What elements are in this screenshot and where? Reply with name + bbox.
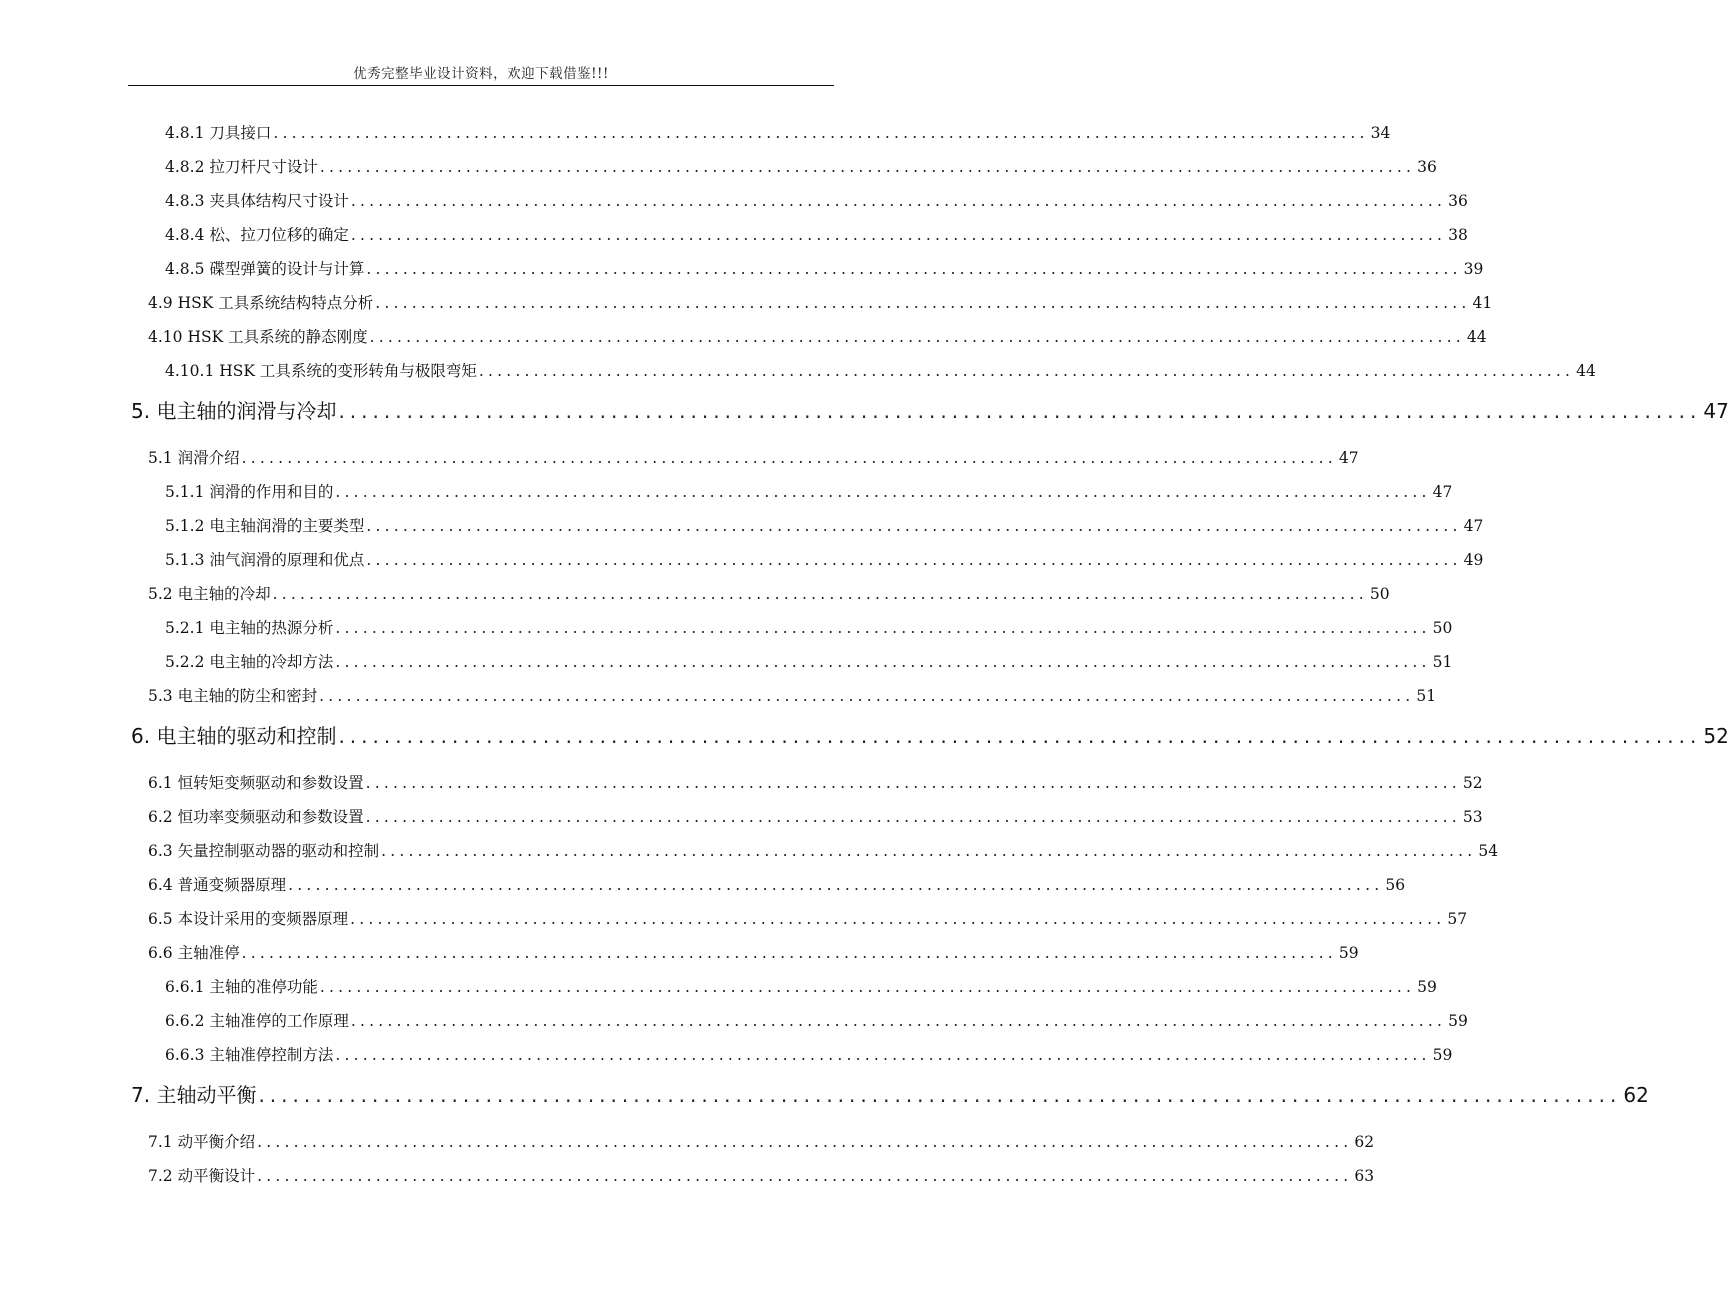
toc-entry-page: 47 <box>1463 517 1484 535</box>
toc-entry-page: 50 <box>1432 619 1453 637</box>
toc-entry-page: 59 <box>1448 1012 1468 1030</box>
toc-entry[interactable] <box>148 1164 1375 1188</box>
toc-entry-page: 47 <box>1703 399 1729 423</box>
toc-entry-page: 41 <box>1472 294 1493 312</box>
toc-entry-title: 6.4 普通变频器原理 <box>148 876 287 894</box>
toc-entry[interactable] <box>165 616 1453 640</box>
toc-entry-page: 39 <box>1463 260 1484 278</box>
toc-entry[interactable] <box>165 975 1437 999</box>
toc-leader-dots: ........................................................................................................................ <box>338 399 1702 423</box>
toc-entry-title: 6.6.2 主轴准停的工作原理 <box>165 1012 349 1030</box>
toc-entry[interactable] <box>148 582 1390 606</box>
toc-leader-dots: ........................................................................................................................ <box>381 842 1477 860</box>
toc-leader-dots: ........................................................................................................................ <box>366 517 1462 535</box>
toc-entry-title: 4.8.4 松、拉刀位移的确定 <box>165 226 349 244</box>
toc-leader-dots: ........................................................................................................................ <box>241 944 1337 962</box>
toc-leader-dots: ........................................................................................................................ <box>338 724 1702 748</box>
toc-entry-title: 5.2 电主轴的冷却 <box>148 585 271 603</box>
toc-leader-dots: ........................................................................................................................ <box>335 483 1431 501</box>
toc-entry[interactable] <box>165 223 1468 247</box>
toc-leader-dots: ........................................................................................................................ <box>335 653 1431 671</box>
toc-leader-dots: ........................................................................................................................ <box>375 294 1471 312</box>
toc-leader-dots: ........................................................................................................................ <box>257 1133 1353 1151</box>
toc-entry[interactable] <box>165 1043 1453 1067</box>
toc-entry-page: 53 <box>1462 808 1483 826</box>
toc-entry[interactable] <box>165 257 1484 281</box>
toc-entry[interactable] <box>165 548 1484 572</box>
toc-entry[interactable] <box>148 873 1406 897</box>
toc-entry-page: 57 <box>1447 910 1468 928</box>
toc-leader-dots: ........................................................................................................................ <box>366 551 1462 569</box>
toc-entry-title: 7.2 动平衡设计 <box>148 1167 256 1185</box>
toc-entry-page: 47 <box>1432 483 1453 501</box>
toc-leader-dots: ........................................................................................................................ <box>335 1046 1431 1064</box>
toc-leader-dots: ........................................................................................................................ <box>319 978 1416 996</box>
toc-entry-title: 5. 电主轴的润滑与冷却 <box>131 399 337 423</box>
page-header: 优秀完整毕业设计资料，欢迎下载借鉴!!! <box>353 66 609 82</box>
toc-entry-title: 6.6.3 主轴准停控制方法 <box>165 1046 334 1064</box>
toc-entry[interactable] <box>148 771 1483 795</box>
header-rule <box>128 85 834 86</box>
toc-entry-page: 51 <box>1432 653 1453 671</box>
toc-entry-title: 5.2.2 电主轴的冷却方法 <box>165 653 334 671</box>
toc-entry[interactable] <box>165 189 1468 213</box>
toc-leader-dots: ........................................................................................................................ <box>273 124 1369 142</box>
toc-entry-title: 6.6 主轴准停 <box>148 944 240 962</box>
toc-entry[interactable] <box>165 1009 1468 1033</box>
toc-entry-page: 62 <box>1623 1083 1649 1107</box>
toc-entry-title: 4.10 HSK 工具系统的静态刚度 <box>148 328 368 346</box>
toc-entry[interactable] <box>165 359 1596 383</box>
toc-chapter-entry[interactable] <box>131 720 1729 750</box>
toc-entry-page: 44 <box>1576 362 1596 380</box>
toc-entry-title: 5.1.1 润滑的作用和目的 <box>165 483 334 501</box>
toc-entry-title: 5.3 电主轴的防尘和密封 <box>148 687 318 705</box>
toc-entry-title: 4.8.1 刀具接口 <box>165 124 272 142</box>
toc-leader-dots: ........................................................................................................................ <box>257 1167 1353 1185</box>
toc-entry[interactable] <box>148 684 1437 708</box>
toc-chapter-entry[interactable] <box>131 395 1729 425</box>
toc-entry-page: 59 <box>1417 978 1437 996</box>
toc-leader-dots: ........................................................................................................................ <box>365 808 1461 826</box>
toc-entry-page: 34 <box>1370 124 1391 142</box>
toc-entry-title: 7. 主轴动平衡 <box>131 1083 257 1107</box>
toc-entry-page: 59 <box>1432 1046 1453 1064</box>
toc-entry-title: 6.2 恒功率变频驱动和参数设置 <box>148 808 364 826</box>
toc-entry-page: 49 <box>1463 551 1484 569</box>
toc-leader-dots: ........................................................................................................................ <box>478 362 1575 380</box>
toc-entry-title: 4.8.3 夹具体结构尺寸设计 <box>165 192 349 210</box>
toc-leader-dots: ........................................................................................................................ <box>350 192 1447 210</box>
toc-entry-page: 51 <box>1416 687 1437 705</box>
toc-entry-title: 6.1 恒转矩变频驱动和参数设置 <box>148 774 364 792</box>
toc-entry[interactable] <box>165 155 1437 179</box>
toc-entry-page: 50 <box>1369 585 1390 603</box>
toc-entry-page: 36 <box>1448 192 1468 210</box>
toc-entry-page: 44 <box>1466 328 1487 346</box>
toc-entry-page: 59 <box>1338 944 1359 962</box>
toc-entry-title: 5.1 润滑介绍 <box>148 449 240 467</box>
toc-entry-title: 6.3 矢量控制驱动器的驱动和控制 <box>148 842 380 860</box>
toc-leader-dots: ........................................................................................................................ <box>272 585 1368 603</box>
toc-leader-dots: ........................................................................................................................ <box>366 260 1462 278</box>
toc-entry-page: 52 <box>1703 724 1729 748</box>
toc-entry[interactable] <box>165 121 1391 145</box>
toc-entry[interactable] <box>148 325 1487 349</box>
toc-entry[interactable] <box>165 514 1484 538</box>
toc-leader-dots: ........................................................................................................................ <box>350 1012 1447 1030</box>
toc-leader-dots: ........................................................................................................................ <box>319 687 1415 705</box>
toc-entry-title: 7.1 动平衡介绍 <box>148 1133 256 1151</box>
toc-leader-dots: ........................................................................................................................ <box>319 158 1416 176</box>
toc-entry-page: 63 <box>1354 1167 1375 1185</box>
toc-entry[interactable] <box>148 1130 1375 1154</box>
toc-entry[interactable] <box>148 941 1359 965</box>
toc-entry-title: 4.9 HSK 工具系统结构特点分析 <box>148 294 374 312</box>
toc-entry-title: 5.2.1 电主轴的热源分析 <box>165 619 334 637</box>
toc-entry[interactable] <box>148 907 1468 931</box>
toc-entry[interactable] <box>148 839 1499 863</box>
toc-entry[interactable] <box>148 446 1359 470</box>
toc-entry-page: 47 <box>1338 449 1359 467</box>
toc-leader-dots: ........................................................................................................................ <box>350 226 1447 244</box>
toc-leader-dots: ........................................................................................................................ <box>241 449 1337 467</box>
toc-leader-dots: ........................................................................................................................ <box>258 1083 1622 1107</box>
toc-entry-page: 56 <box>1385 876 1406 894</box>
toc-entry-page: 62 <box>1354 1133 1375 1151</box>
toc-leader-dots: ........................................................................................................................ <box>335 619 1431 637</box>
toc-leader-dots: ........................................................................................................................ <box>365 774 1461 792</box>
toc-entry-title: 6.5 本设计采用的变频器原理 <box>148 910 349 928</box>
toc-entry-page: 54 <box>1478 842 1499 860</box>
toc-entry[interactable] <box>165 480 1453 504</box>
toc-entry-title: 6. 电主轴的驱动和控制 <box>131 724 337 748</box>
toc-leader-dots: ........................................................................................................................ <box>350 910 1446 928</box>
toc-entry-page: 36 <box>1417 158 1437 176</box>
toc-entry-title: 4.8.5 碟型弹簧的设计与计算 <box>165 260 365 278</box>
toc-entry-page: 38 <box>1448 226 1468 244</box>
toc-entry[interactable] <box>148 291 1493 315</box>
toc-entry-page: 52 <box>1462 774 1483 792</box>
toc-entry-title: 6.6.1 主轴的准停功能 <box>165 978 318 996</box>
toc-chapter-entry[interactable] <box>131 1079 1649 1109</box>
toc-leader-dots: ........................................................................................................................ <box>288 876 1384 894</box>
toc-entry-title: 5.1.3 油气润滑的原理和优点 <box>165 551 365 569</box>
toc-entry[interactable] <box>148 805 1483 829</box>
toc-entry[interactable] <box>165 650 1453 674</box>
toc-entry-title: 4.10.1 HSK 工具系统的变形转角与极限弯矩 <box>165 362 477 380</box>
toc-entry-title: 4.8.2 拉刀杆尺寸设计 <box>165 158 318 176</box>
toc-leader-dots: ........................................................................................................................ <box>369 328 1465 346</box>
toc-entry-title: 5.1.2 电主轴润滑的主要类型 <box>165 517 365 535</box>
